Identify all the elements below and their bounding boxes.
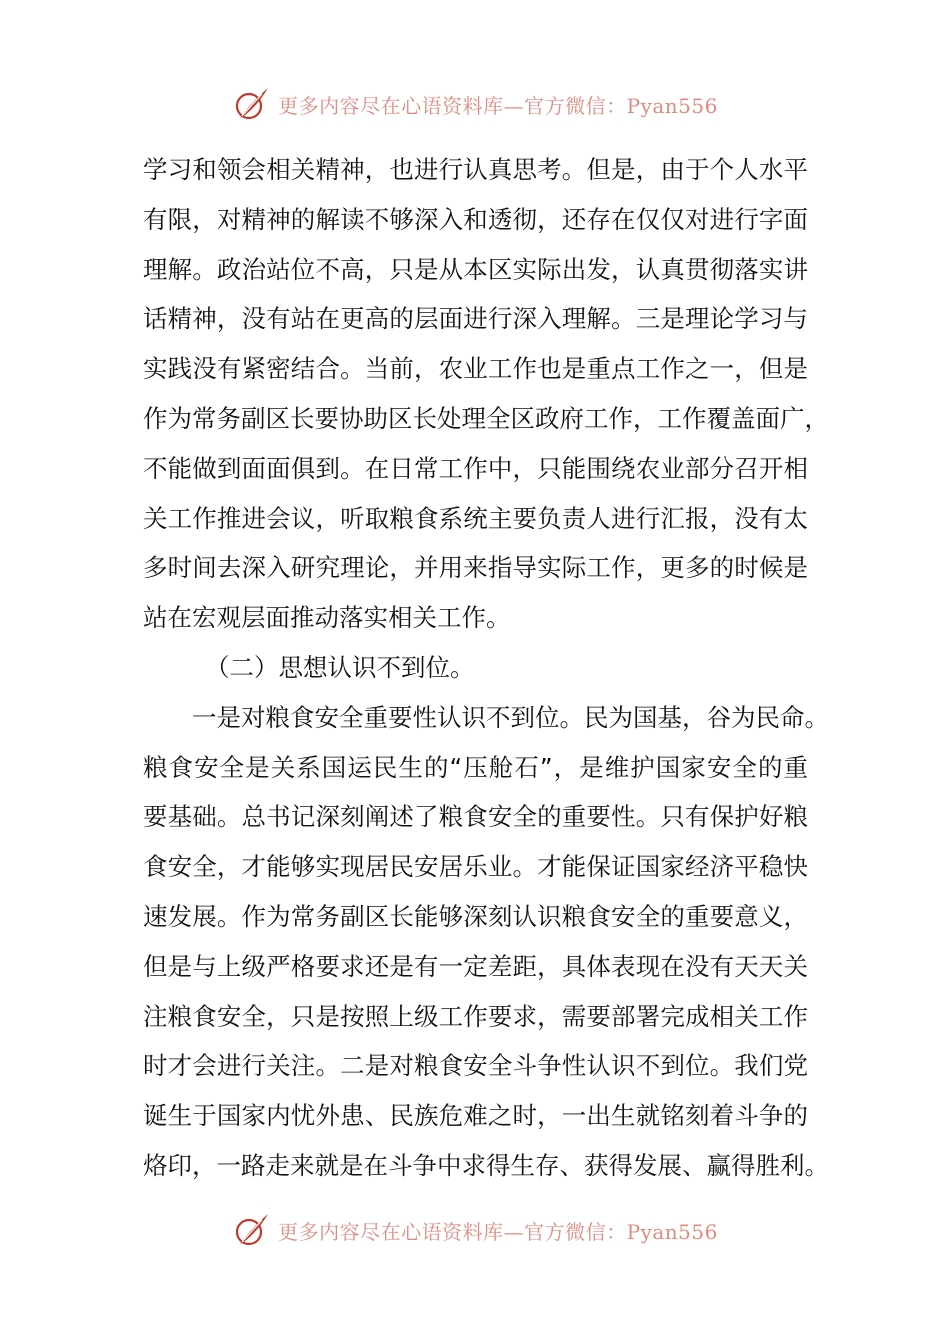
body-line: 时才会进行关注。二是对粮食安全斗争性认识不到位。我们党 bbox=[143, 1051, 808, 1081]
body-line: 一是对粮食安全重要性认识不到位。民为国基，谷为民命。 bbox=[192, 702, 829, 732]
body-line: 学习和领会相关精神，也进行认真思考。但是，由于个人水平 bbox=[143, 155, 808, 184]
body-line: 理解。政治站位不高，只是从本区实际出发，认真贯彻落实讲 bbox=[143, 254, 808, 284]
body-line: 不能做到面面俱到。在日常工作中，只能围绕农业部分召开相 bbox=[143, 453, 808, 483]
body-line: 但是与上级严格要求还是有一定差距，具体表现在没有天天关 bbox=[143, 951, 808, 981]
quill-pen-logo-icon bbox=[232, 1210, 272, 1250]
body-line: 诞生于国家内忧外患、民族危难之时，一出生就铭刻着斗争的 bbox=[143, 1101, 808, 1131]
body-line: 要基础。总书记深刻阐述了粮食安全的重要性。只有保护好粮 bbox=[143, 802, 808, 832]
quill-pen-logo-icon bbox=[232, 84, 272, 124]
header-banner bbox=[0, 84, 950, 124]
body-line: 粮食安全是关系国运民生的“压舱石”，是维护国家安全的重 bbox=[143, 752, 808, 782]
body-line: 食安全，才能够实现居民安居乐业。才能保证国家经济平稳快 bbox=[143, 852, 808, 882]
body-line: 话精神，没有站在更高的层面进行深入理解。三是理论学习与 bbox=[143, 304, 808, 334]
body-line: 烙印，一路走来就是在斗争中求得生存、获得发展、赢得胜利。 bbox=[143, 1150, 829, 1180]
body-line: 多时间去深入研究理论，并用来指导实际工作，更多的时候是 bbox=[143, 553, 808, 583]
body-line: 作为常务副区长要协助区长处理全区政府工作，工作覆盖面广， bbox=[143, 403, 829, 433]
body-line: 有限，对精神的解读不够深入和透彻，还存在仅仅对进行字面 bbox=[143, 204, 808, 234]
body-line: 关工作推进会议，听取粮食系统主要负责人进行汇报，没有太 bbox=[143, 503, 808, 533]
body-line: 站在宏观层面推动落实相关工作。 bbox=[143, 603, 511, 633]
footer-banner-text: 更多内容尽在心语资料库—官方微信：Pyan556 bbox=[278, 1219, 718, 1244]
footer-banner bbox=[0, 1210, 950, 1250]
header-banner-text: 更多内容尽在心语资料库—官方微信：Pyan556 bbox=[278, 93, 718, 118]
section-heading: （二）思想认识不到位。 bbox=[205, 652, 475, 682]
document-body bbox=[143, 145, 829, 1191]
body-line: 注粮食安全，只是按照上级工作要求，需要部署完成相关工作 bbox=[143, 1001, 808, 1031]
body-line: 速发展。作为常务副区长能够深刻认识粮食安全的重要意义， bbox=[143, 901, 808, 931]
body-line: 实践没有紧密结合。当前，农业工作也是重点工作之一，但是 bbox=[143, 354, 808, 384]
